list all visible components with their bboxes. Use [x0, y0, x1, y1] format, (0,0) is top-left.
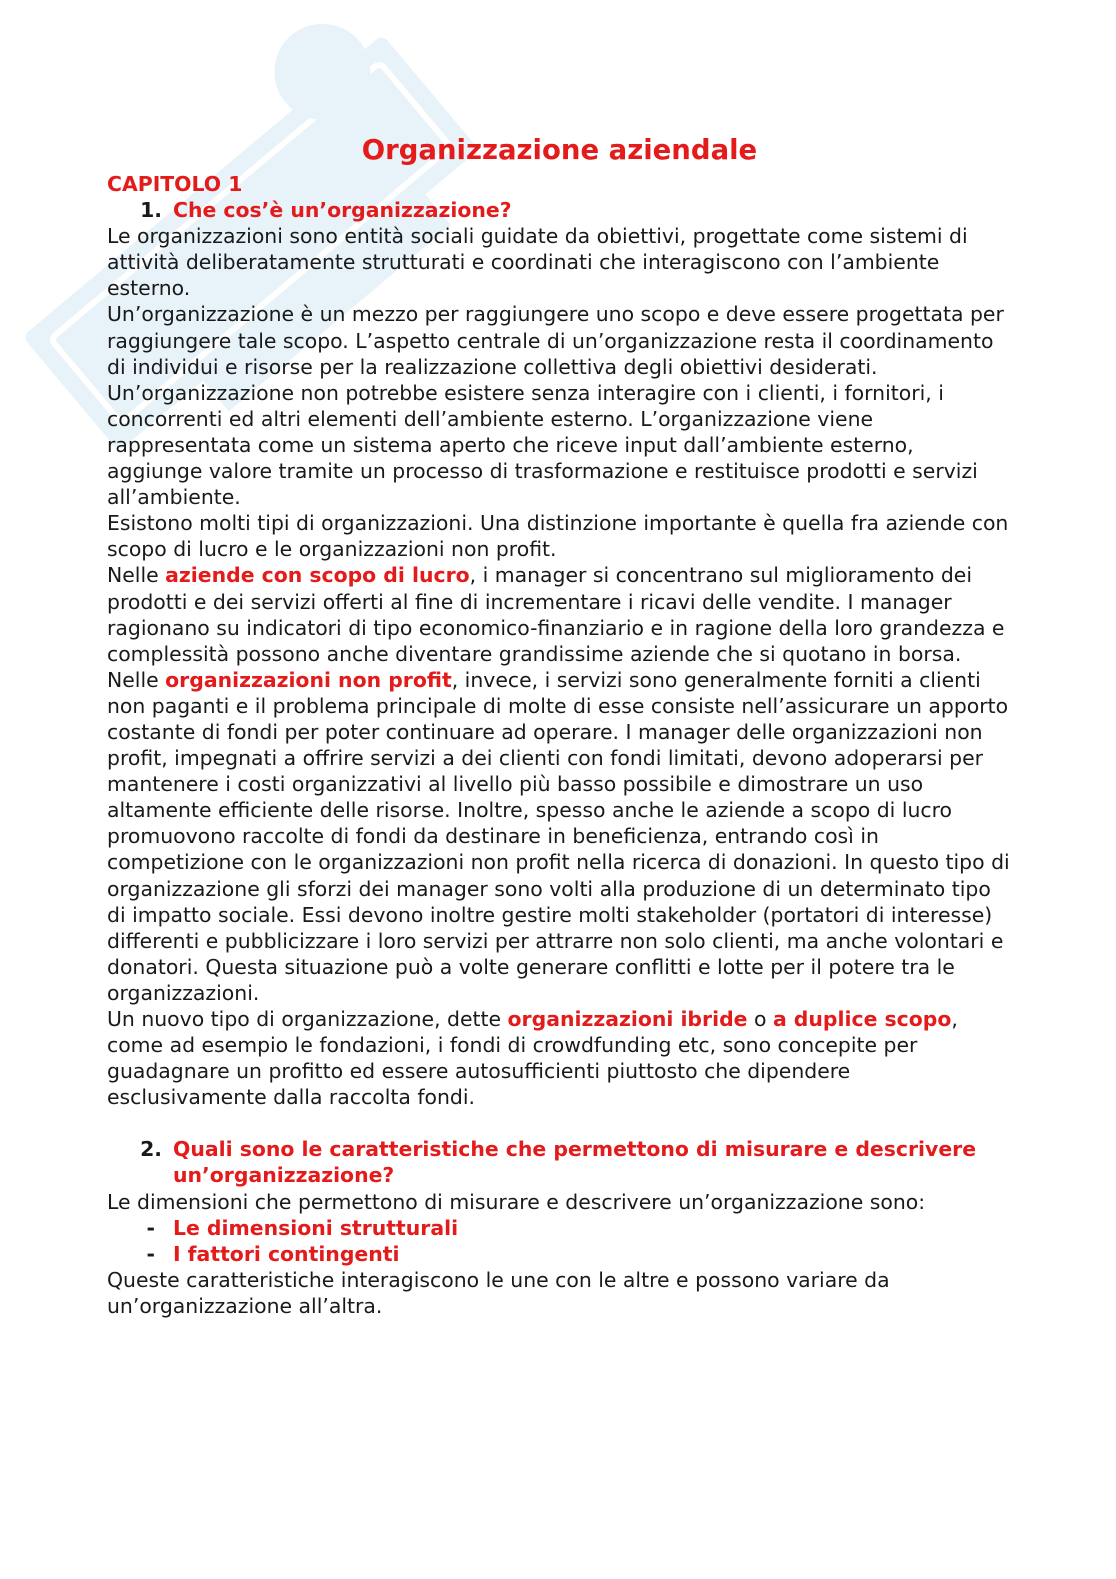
paragraph-for-profit [107, 562, 1012, 666]
highlight-term: organizzazioni ibride [507, 1007, 748, 1031]
section-1-heading [107, 197, 1012, 223]
paragraph: Le dimensioni che permettono di misurare e descrivere un’organizzazione sono: [107, 1189, 926, 1214]
paragraph: Esistono molti tipi di organizzazioni. Una distinzione importante è quella fra aziende con scopo di lucro e le organizzazioni non profit. [107, 511, 1009, 562]
section-1-title: Che cos’è un’organizzazione? [173, 198, 512, 223]
highlight-term: organizzazioni non profit [165, 667, 452, 692]
text-run: , come ad esempio le fondazioni, i fondi di crowdfunding etc, sono concepite per guadagnare un profitto ed essere autosufficienti piuttosto che dipendere esclusivamente dalla raccolta fondi. [107, 1007, 958, 1110]
paragraph-non-profit [107, 667, 1012, 1006]
text-run: Nelle [107, 667, 166, 692]
paragraph: Le organizzazioni sono entità sociali guidate da obiettivi, progettate come sistemi di attività deliberatamente strutturati e coordinati che interagiscono con l’ambiente esterno. [107, 224, 968, 301]
highlight-term: a duplice scopo [772, 1007, 952, 1031]
section-2-number: 2. [140, 1137, 162, 1162]
chapter-heading: CAPITOLO 1 [107, 172, 243, 196]
bullet-marker: - [146, 1215, 155, 1240]
section-2-heading [107, 1136, 1012, 1188]
paragraph: Un’organizzazione è un mezzo per raggiungere uno scopo e deve essere progettata per raggiungere tale scopo. L’aspetto centrale di un’organizzazione resta il coordinamento di individui e risorse per la realizzazione collettiva degli obiettivi desiderati. [107, 302, 1004, 379]
paragraph: Un’organizzazione non potrebbe esistere senza interagire con i clienti, i fornitori, i concorrenti ed altri elementi dell’ambiente esterno. L’organizzazione viene rappresentata come un sistema aperto che riceve input dall’ambiente esterno, aggiunge valore tramite un processo di trasformazione e restituisce prodotti e servizi all’ambiente. [107, 380, 978, 510]
list-item [107, 1215, 1012, 1241]
document-body [107, 129, 1012, 1319]
highlight-term: aziende con scopo di lucro [165, 563, 470, 588]
text-run: , invece, i servizi sono generalmente forniti a clienti non paganti e il problema principale di molte di esse consiste nell’assicurare un apporto costante di fondi per poter continuare ad operare. I manager delle organizzazioni non profit, impegnati a offrire servizi a dei clienti con fondi limitati, devono adoperarsi per mantenere i costi organizzativi al livello più basso possibile e dimostrare un uso altamente efficiente delle risorse. Inoltre, spesso anche le aziende a scopo di lucro promuovono raccolte di fondi da destinare in beneficienza, entrando così in competizione con le organizzazioni non profit nella ricerca di donazioni. In questo tipo di organizzazione gli sforzi dei manager sono volti alla produzione di un determinato tipo di impatto sociale. Essi devono inoltre gestire molti stakeholder (portatori di interesse) differenti e pubblicizzare i loro servizi per attrarre non solo clienti, ma anche volontari e donatori. Questa situazione può a volte generare conflitti e lotte per il potere tra le organizzazioni. [107, 667, 1010, 1005]
bullet-marker: - [146, 1241, 155, 1266]
document-title: Organizzazione aziendale [361, 134, 758, 166]
text-run: Un nuovo tipo di organizzazione, dette [107, 1007, 508, 1031]
list-item [107, 1241, 1012, 1267]
paragraph: Queste caratteristiche interagiscono le une con le altre e possono variare da un’organizzazione all’altra. [107, 1267, 890, 1318]
text-run: Nelle [107, 563, 166, 588]
list-item-text: I fattori contingenti [173, 1241, 400, 1266]
spacer [107, 1110, 1012, 1136]
text-run: o [747, 1007, 773, 1031]
list-item-text: Le dimensioni strutturali [173, 1215, 459, 1240]
section-2-title: Quali sono le caratteristiche che permettono di misurare e descrivere un’organizzazione? [173, 1137, 977, 1188]
section-1-number: 1. [140, 198, 162, 223]
text-run: , i manager si concentrano sul miglioramento dei prodotti e dei servizi offerti al fine di incrementare i ricavi delle vendite. I manager ragionano su indicatori di tipo economico-finanziario e in ragione della loro grandezza e complessità possono anche diventare grandissime aziende che si quotano in borsa. [107, 563, 1005, 666]
paragraph-hybrid [107, 1006, 1012, 1110]
